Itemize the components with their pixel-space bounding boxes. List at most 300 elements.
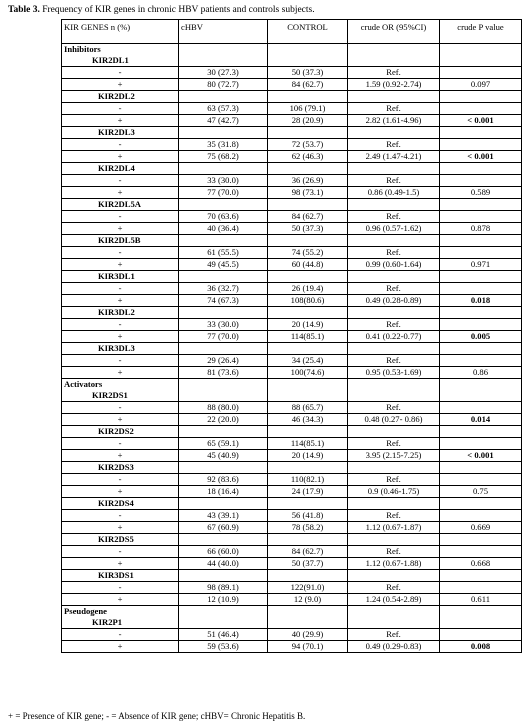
section-title: Pseudogene <box>64 606 107 616</box>
chbv-count: 61 (55.5) <box>179 247 268 259</box>
gene-label-cell: KIR2DL3 <box>62 127 179 139</box>
empty-cell <box>348 498 440 510</box>
absence-sign: - <box>62 510 179 522</box>
empty-cell <box>348 606 440 629</box>
gene-absent-row <box>62 546 522 558</box>
gene-present-row <box>62 367 522 379</box>
gene-present-row <box>62 558 522 570</box>
odds-ratio: Ref. <box>348 438 440 450</box>
gene-absent-row <box>62 103 522 115</box>
control-count: 34 (25.4) <box>268 355 348 367</box>
absence-sign: - <box>62 283 179 295</box>
odds-ratio: Ref. <box>348 103 440 115</box>
gene-label-row <box>62 199 522 211</box>
gene-name: KIR2DS1 <box>92 390 128 400</box>
gene-label-row <box>62 426 522 438</box>
presence-sign: + <box>62 79 179 91</box>
gene-label-row <box>62 606 522 629</box>
gene-label-cell <box>62 379 179 402</box>
odds-ratio: 0.86 (0.49-1.5) <box>348 187 440 199</box>
p-value <box>440 510 522 522</box>
empty-cell <box>179 163 268 175</box>
p-value: 0.878 <box>440 223 522 235</box>
absence-sign: - <box>62 175 179 187</box>
empty-cell <box>179 606 268 629</box>
odds-ratio: Ref. <box>348 283 440 295</box>
gene-absent-row <box>62 283 522 295</box>
presence-sign: + <box>62 414 179 426</box>
control-count: 28 (20.9) <box>268 115 348 127</box>
control-count: 50 (37.7) <box>268 558 348 570</box>
gene-present-row <box>62 641 522 653</box>
control-count: 110(82.1) <box>268 474 348 486</box>
section-title: Activators <box>64 379 103 389</box>
gene-present-row <box>62 331 522 343</box>
empty-cell <box>440 44 522 67</box>
gene-label-cell: KIR2DL4 <box>62 163 179 175</box>
odds-ratio: 1.12 (0.67-1.87) <box>348 522 440 534</box>
odds-ratio: Ref. <box>348 319 440 331</box>
absence-sign: - <box>62 319 179 331</box>
gene-absent-row <box>62 510 522 522</box>
empty-cell <box>179 534 268 546</box>
empty-cell <box>179 462 268 474</box>
empty-cell <box>179 343 268 355</box>
p-value <box>440 319 522 331</box>
presence-sign: + <box>62 259 179 271</box>
gene-absent-row <box>62 211 522 223</box>
empty-cell <box>348 44 440 67</box>
control-count: 26 (19.4) <box>268 283 348 295</box>
odds-ratio: 0.41 (0.22-0.77) <box>348 331 440 343</box>
odds-ratio: Ref. <box>348 175 440 187</box>
absence-sign: - <box>62 474 179 486</box>
empty-cell <box>440 379 522 402</box>
gene-label-cell: KIR2DL5A <box>62 199 179 211</box>
control-count: 114(85.1) <box>268 438 348 450</box>
empty-cell <box>440 343 522 355</box>
control-count: 72 (53.7) <box>268 139 348 151</box>
control-count: 20 (14.9) <box>268 450 348 462</box>
gene-absent-row <box>62 139 522 151</box>
odds-ratio: 0.49 (0.29-0.83) <box>348 641 440 653</box>
gene-present-row <box>62 594 522 606</box>
odds-ratio: Ref. <box>348 247 440 259</box>
empty-cell <box>440 426 522 438</box>
presence-sign: + <box>62 367 179 379</box>
gene-absent-row <box>62 438 522 450</box>
gene-present-row <box>62 115 522 127</box>
presence-sign: + <box>62 223 179 235</box>
presence-sign: + <box>62 295 179 307</box>
odds-ratio: 0.96 (0.57-1.62) <box>348 223 440 235</box>
empty-cell <box>179 44 268 67</box>
chbv-count: 65 (59.1) <box>179 438 268 450</box>
absence-sign: - <box>62 211 179 223</box>
empty-cell <box>268 271 348 283</box>
table-header-row <box>62 20 522 44</box>
empty-cell <box>179 91 268 103</box>
empty-cell <box>348 163 440 175</box>
gene-label-row <box>62 163 522 175</box>
gene-label-cell: KIR3DS1 <box>62 570 179 582</box>
p-value <box>440 355 522 367</box>
gene-label-row <box>62 127 522 139</box>
empty-cell <box>440 606 522 629</box>
gene-absent-row <box>62 402 522 414</box>
p-value: 0.014 <box>440 414 522 426</box>
empty-cell <box>179 127 268 139</box>
control-count: 88 (65.7) <box>268 402 348 414</box>
chbv-count: 36 (32.7) <box>179 283 268 295</box>
gene-absent-row <box>62 67 522 79</box>
empty-cell <box>440 91 522 103</box>
presence-sign: + <box>62 486 179 498</box>
empty-cell <box>440 570 522 582</box>
empty-cell <box>348 534 440 546</box>
empty-cell <box>179 235 268 247</box>
p-value: 0.005 <box>440 331 522 343</box>
control-count: 106 (79.1) <box>268 103 348 115</box>
p-value: < 0.001 <box>440 450 522 462</box>
empty-cell <box>179 498 268 510</box>
odds-ratio: Ref. <box>348 582 440 594</box>
empty-cell <box>268 379 348 402</box>
chbv-count: 98 (89.1) <box>179 582 268 594</box>
gene-present-row <box>62 522 522 534</box>
gene-label-row <box>62 235 522 247</box>
chbv-count: 75 (68.2) <box>179 151 268 163</box>
gene-label-cell: KIR2DS5 <box>62 534 179 546</box>
gene-label-row <box>62 570 522 582</box>
p-value <box>440 546 522 558</box>
odds-ratio: 1.12 (0.67-1.88) <box>348 558 440 570</box>
empty-cell <box>179 199 268 211</box>
gene-label-cell: KIR2DS3 <box>62 462 179 474</box>
presence-sign: + <box>62 594 179 606</box>
presence-sign: + <box>62 331 179 343</box>
p-value <box>440 139 522 151</box>
gene-present-row <box>62 414 522 426</box>
p-value: 0.008 <box>440 641 522 653</box>
chbv-count: 45 (40.9) <box>179 450 268 462</box>
empty-cell <box>348 426 440 438</box>
kir-frequency-table <box>61 19 522 653</box>
absence-sign: - <box>62 438 179 450</box>
chbv-count: 18 (16.4) <box>179 486 268 498</box>
chbv-count: 35 (31.8) <box>179 139 268 151</box>
header-chbv: cHBV <box>179 20 268 44</box>
empty-cell <box>440 127 522 139</box>
gene-present-row <box>62 151 522 163</box>
absence-sign: - <box>62 139 179 151</box>
p-value <box>440 474 522 486</box>
gene-present-row <box>62 259 522 271</box>
gene-label-row <box>62 462 522 474</box>
presence-sign: + <box>62 187 179 199</box>
control-count: 100(74.6) <box>268 367 348 379</box>
odds-ratio: 3.95 (2.15-7.25) <box>348 450 440 462</box>
absence-sign: - <box>62 103 179 115</box>
control-count: 50 (37.3) <box>268 67 348 79</box>
odds-ratio: Ref. <box>348 510 440 522</box>
empty-cell <box>179 271 268 283</box>
chbv-count: 77 (70.0) <box>179 187 268 199</box>
chbv-count: 63 (57.3) <box>179 103 268 115</box>
odds-ratio: 0.99 (0.60-1.64) <box>348 259 440 271</box>
p-value: 0.971 <box>440 259 522 271</box>
chbv-count: 33 (30.0) <box>179 175 268 187</box>
control-count: 24 (17.9) <box>268 486 348 498</box>
presence-sign: + <box>62 151 179 163</box>
p-value: 0.589 <box>440 187 522 199</box>
table-title: Frequency of KIR genes in chronic HBV patients and controls subjects. <box>39 5 315 15</box>
presence-sign: + <box>62 450 179 462</box>
empty-cell <box>268 163 348 175</box>
presence-sign: + <box>62 115 179 127</box>
control-count: 84 (62.7) <box>268 211 348 223</box>
chbv-count: 81 (73.6) <box>179 367 268 379</box>
odds-ratio: 0.48 (0.27- 0.86) <box>348 414 440 426</box>
chbv-count: 29 (26.4) <box>179 355 268 367</box>
odds-ratio: 1.59 (0.92-2.74) <box>348 79 440 91</box>
gene-present-row <box>62 187 522 199</box>
empty-cell <box>268 199 348 211</box>
empty-cell <box>348 127 440 139</box>
control-count: 56 (41.8) <box>268 510 348 522</box>
gene-present-row <box>62 486 522 498</box>
empty-cell <box>440 462 522 474</box>
p-value <box>440 67 522 79</box>
empty-cell <box>179 307 268 319</box>
chbv-count: 12 (10.9) <box>179 594 268 606</box>
odds-ratio: 0.95 (0.53-1.69) <box>348 367 440 379</box>
section-title: Inhibitors <box>64 44 101 54</box>
empty-cell <box>348 379 440 402</box>
odds-ratio: 2.82 (1.61-4.96) <box>348 115 440 127</box>
p-value: 0.668 <box>440 558 522 570</box>
gene-present-row <box>62 295 522 307</box>
absence-sign: - <box>62 582 179 594</box>
header-crude-or: crude OR (95%CI) <box>348 20 440 44</box>
gene-label-row <box>62 343 522 355</box>
empty-cell <box>348 570 440 582</box>
table-footnote: + = Presence of KIR gene; - = Absence of KIR gene; cHBV= Chronic Hepatitis B. <box>8 711 306 721</box>
p-value: 0.75 <box>440 486 522 498</box>
gene-absent-row <box>62 247 522 259</box>
p-value: < 0.001 <box>440 151 522 163</box>
empty-cell <box>348 271 440 283</box>
odds-ratio: Ref. <box>348 211 440 223</box>
control-count: 98 (73.1) <box>268 187 348 199</box>
control-count: 12 (9.0) <box>268 594 348 606</box>
empty-cell <box>348 199 440 211</box>
empty-cell <box>440 199 522 211</box>
chbv-count: 22 (20.0) <box>179 414 268 426</box>
p-value <box>440 402 522 414</box>
absence-sign: - <box>62 402 179 414</box>
control-count: 36 (26.9) <box>268 175 348 187</box>
gene-name: KIR2P1 <box>92 617 123 627</box>
presence-sign: + <box>62 641 179 653</box>
odds-ratio: Ref. <box>348 546 440 558</box>
odds-ratio: Ref. <box>348 355 440 367</box>
table-caption <box>8 4 520 16</box>
odds-ratio: 0.9 (0.46-1.75) <box>348 486 440 498</box>
p-value <box>440 629 522 641</box>
chbv-count: 43 (39.1) <box>179 510 268 522</box>
chbv-count: 80 (72.7) <box>179 79 268 91</box>
empty-cell <box>440 163 522 175</box>
control-count: 20 (14.9) <box>268 319 348 331</box>
empty-cell <box>268 498 348 510</box>
gene-absent-row <box>62 355 522 367</box>
control-count: 108(80.6) <box>268 295 348 307</box>
empty-cell <box>268 343 348 355</box>
p-value <box>440 211 522 223</box>
gene-name: KIR2DL1 <box>92 55 129 65</box>
empty-cell <box>268 570 348 582</box>
gene-label-row <box>62 307 522 319</box>
header-kir-genes: KIR GENES n (%) <box>62 20 179 44</box>
gene-label-cell: KIR3DL1 <box>62 271 179 283</box>
empty-cell <box>440 235 522 247</box>
odds-ratio: Ref. <box>348 67 440 79</box>
odds-ratio: 1.24 (0.54-2.89) <box>348 594 440 606</box>
control-count: 40 (29.9) <box>268 629 348 641</box>
control-count: 78 (58.2) <box>268 522 348 534</box>
empty-cell <box>179 379 268 402</box>
empty-cell <box>268 462 348 474</box>
gene-present-row <box>62 223 522 235</box>
chbv-count: 66 (60.0) <box>179 546 268 558</box>
chbv-count: 44 (40.0) <box>179 558 268 570</box>
absence-sign: - <box>62 629 179 641</box>
empty-cell <box>348 91 440 103</box>
chbv-count: 70 (63.6) <box>179 211 268 223</box>
empty-cell <box>348 235 440 247</box>
control-count: 114(85.1) <box>268 331 348 343</box>
p-value <box>440 582 522 594</box>
gene-label-row <box>62 91 522 103</box>
gene-label-row <box>62 44 522 67</box>
p-value: 0.669 <box>440 522 522 534</box>
odds-ratio: 2.49 (1.47-4.21) <box>348 151 440 163</box>
control-count: 62 (46.3) <box>268 151 348 163</box>
gene-label-cell: KIR2DS4 <box>62 498 179 510</box>
gene-label-cell: KIR3DL3 <box>62 343 179 355</box>
gene-label-row <box>62 271 522 283</box>
empty-cell <box>268 606 348 629</box>
empty-cell <box>268 235 348 247</box>
chbv-count: 77 (70.0) <box>179 331 268 343</box>
gene-absent-row <box>62 175 522 187</box>
p-value: 0.86 <box>440 367 522 379</box>
absence-sign: - <box>62 67 179 79</box>
presence-sign: + <box>62 558 179 570</box>
gene-label-row <box>62 534 522 546</box>
chbv-count: 59 (53.6) <box>179 641 268 653</box>
control-count: 94 (70.1) <box>268 641 348 653</box>
absence-sign: - <box>62 247 179 259</box>
p-value <box>440 283 522 295</box>
gene-label-cell: KIR2DL2 <box>62 91 179 103</box>
p-value <box>440 247 522 259</box>
odds-ratio: Ref. <box>348 139 440 151</box>
chbv-count: 40 (36.4) <box>179 223 268 235</box>
p-value <box>440 103 522 115</box>
chbv-count: 33 (30.0) <box>179 319 268 331</box>
empty-cell <box>268 307 348 319</box>
table-label: Table 3. <box>8 5 40 15</box>
empty-cell <box>348 307 440 319</box>
empty-cell <box>268 534 348 546</box>
empty-cell <box>179 570 268 582</box>
gene-label-cell: KIR2DL5B <box>62 235 179 247</box>
empty-cell <box>440 307 522 319</box>
chbv-count: 88 (80.0) <box>179 402 268 414</box>
gene-label-cell <box>62 44 179 67</box>
control-count: 60 (44.8) <box>268 259 348 271</box>
p-value <box>440 438 522 450</box>
absence-sign: - <box>62 546 179 558</box>
empty-cell <box>440 271 522 283</box>
control-count: 122(91.0) <box>268 582 348 594</box>
empty-cell <box>268 91 348 103</box>
chbv-count: 51 (46.4) <box>179 629 268 641</box>
gene-absent-row <box>62 629 522 641</box>
presence-sign: + <box>62 522 179 534</box>
gene-label-row <box>62 498 522 510</box>
chbv-count: 92 (83.6) <box>179 474 268 486</box>
empty-cell <box>440 534 522 546</box>
empty-cell <box>268 426 348 438</box>
control-count: 84 (62.7) <box>268 546 348 558</box>
gene-label-cell: KIR2DS2 <box>62 426 179 438</box>
gene-label-cell: KIR3DL2 <box>62 307 179 319</box>
chbv-count: 74 (67.3) <box>179 295 268 307</box>
control-count: 46 (34.3) <box>268 414 348 426</box>
header-crude-p: crude P value <box>440 20 522 44</box>
gene-label-row <box>62 379 522 402</box>
empty-cell <box>179 426 268 438</box>
odds-ratio: 0.49 (0.28-0.89) <box>348 295 440 307</box>
chbv-count: 67 (60.9) <box>179 522 268 534</box>
absence-sign: - <box>62 355 179 367</box>
header-control: CONTROL <box>268 20 348 44</box>
gene-absent-row <box>62 474 522 486</box>
empty-cell <box>348 343 440 355</box>
control-count: 84 (62.7) <box>268 79 348 91</box>
p-value: < 0.001 <box>440 115 522 127</box>
odds-ratio: Ref. <box>348 629 440 641</box>
empty-cell <box>268 44 348 67</box>
p-value <box>440 175 522 187</box>
gene-label-cell <box>62 606 179 629</box>
p-value: 0.611 <box>440 594 522 606</box>
p-value: 0.018 <box>440 295 522 307</box>
control-count: 50 (37.3) <box>268 223 348 235</box>
empty-cell <box>440 498 522 510</box>
chbv-count: 47 (42.7) <box>179 115 268 127</box>
gene-present-row <box>62 79 522 91</box>
chbv-count: 30 (27.3) <box>179 67 268 79</box>
gene-absent-row <box>62 582 522 594</box>
odds-ratio: Ref. <box>348 402 440 414</box>
control-count: 74 (55.2) <box>268 247 348 259</box>
gene-absent-row <box>62 319 522 331</box>
p-value: 0.097 <box>440 79 522 91</box>
